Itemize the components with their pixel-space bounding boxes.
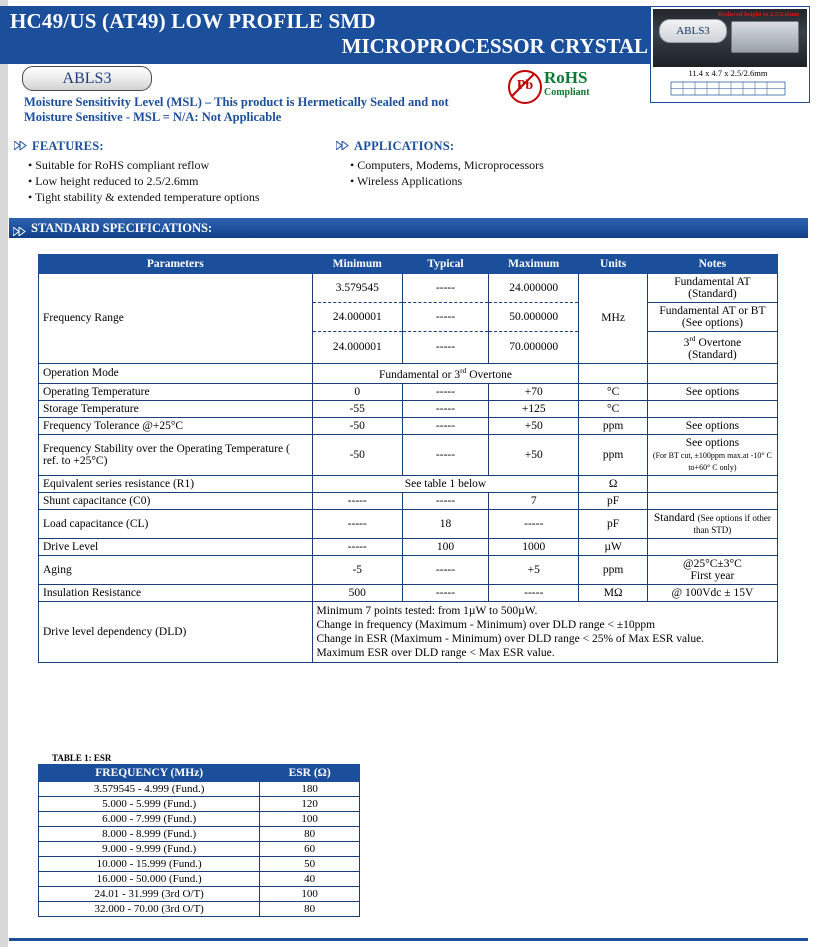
table-row [39, 782, 360, 797]
col-parameters: Parameters [39, 255, 313, 274]
cell-units: °C [579, 400, 647, 417]
specifications-banner [9, 218, 808, 238]
cell-frequency: 24.01 - 31.999 (3rd O/T) [39, 887, 260, 902]
cell-parameter: Frequency Range [39, 274, 313, 364]
cell-notes [647, 363, 777, 383]
cell-notes [647, 492, 777, 509]
cell-notes: Standard (See options if other than STD) [647, 509, 777, 538]
cell-frequency: 9.000 - 9.999 (Fund.) [39, 842, 260, 857]
cell-span: See table 1 below [312, 475, 579, 492]
cell-esr: 120 [260, 797, 360, 812]
col-minimum: Minimum [312, 255, 402, 274]
cell-units: °C [579, 383, 647, 400]
footprint-diagram-icon [669, 79, 787, 99]
cell-parameter: Operating Temperature [39, 383, 313, 400]
cell-notes: See options (For BT cut, ±100ppm max.at -10° C to+60° C only) [647, 434, 777, 475]
cell-esr: 100 [260, 887, 360, 902]
cell-esr: 180 [260, 782, 360, 797]
cell-parameter: Frequency Stability over the Operating Temperature ( ref. to +25°C) [39, 434, 313, 475]
cell-min: 0 [312, 383, 402, 400]
table-row [39, 601, 778, 662]
cell-parameter: Insulation Resistance [39, 584, 313, 601]
cell-max: 24.000000 [489, 274, 579, 303]
table-row [39, 274, 778, 303]
table-row [39, 887, 360, 902]
dld-line: Change in ESR (Maximum - Minimum) over DLD range < 25% of Max ESR value. [316, 632, 705, 645]
dld-line: Maximum ESR over DLD range < Max ESR value. [316, 646, 555, 659]
reduced-height-note: Reduced height to 2.5/2.6mm [718, 11, 799, 18]
applications-heading: APPLICATIONS: [354, 139, 455, 153]
col-typical: Typical [402, 255, 488, 274]
cell-notes: Fundamental AT or BT (See options) [647, 303, 777, 332]
cell-frequency: 6.000 - 7.999 (Fund.) [39, 812, 260, 827]
table-row [39, 434, 778, 475]
list-item: • Suitable for RoHS compliant reflow [28, 158, 210, 172]
col-frequency: FREQUENCY (MHz) [39, 765, 260, 782]
cell-min: -5 [312, 555, 402, 584]
cell-min: ----- [312, 509, 402, 538]
cell-max: +50 [489, 434, 579, 475]
features-heading-wrap [14, 139, 104, 154]
col-notes: Notes [647, 255, 777, 274]
rohs-badge [508, 68, 638, 102]
lead-free-icon: Pb [508, 70, 542, 104]
dld-line: Change in frequency (Maximum - Minimum) over DLD range < ±10ppm [316, 618, 656, 631]
cell-notes: @25°C±3°C First year [647, 555, 777, 584]
cell-min: -50 [312, 434, 402, 475]
table-header-row [39, 255, 778, 274]
cell-frequency: 5.000 - 5.999 (Fund.) [39, 797, 260, 812]
bottom-rule [9, 938, 808, 941]
cell-parameter: Frequency Tolerance @+25°C [39, 417, 313, 434]
col-units: Units [579, 255, 647, 274]
cell-parameter: Equivalent series resistance (R1) [39, 475, 313, 492]
cell-units: ppm [579, 434, 647, 475]
cell-units: ppm [579, 555, 647, 584]
cell-typ: ----- [402, 383, 488, 400]
cell-units: µW [579, 538, 647, 555]
applications-heading-wrap [336, 139, 454, 154]
cell-max: +5 [489, 555, 579, 584]
cell-notes [647, 538, 777, 555]
col-esr: ESR (Ω) [260, 765, 360, 782]
chip-label: ABLS3 [659, 19, 727, 43]
cell-typ: ----- [402, 400, 488, 417]
cell-max: +70 [489, 383, 579, 400]
chevron-right-icon [13, 223, 27, 241]
cell-max: +125 [489, 400, 579, 417]
cell-parameter: Load capacitance (CL) [39, 509, 313, 538]
col-maximum: Maximum [489, 255, 579, 274]
cell-typ: ----- [402, 434, 488, 475]
list-item: • Low height reduced to 2.5/2.6mm [28, 174, 199, 188]
rohs-compliant-label: Compliant [544, 87, 590, 98]
table-row [39, 827, 360, 842]
product-image-panel [650, 6, 810, 103]
table-row [39, 363, 778, 383]
cell-notes: See options [647, 417, 777, 434]
esr-table [38, 764, 360, 917]
table-row [39, 400, 778, 417]
cell-esr: 80 [260, 827, 360, 842]
cell-notes: See options [647, 383, 777, 400]
cell-max: 50.000000 [489, 303, 579, 332]
cell-min: 3.579545 [312, 274, 402, 303]
cell-typ: ----- [402, 332, 488, 364]
table-row [39, 797, 360, 812]
cell-frequency: 3.579545 - 4.999 (Fund.) [39, 782, 260, 797]
table-row [39, 383, 778, 400]
cell-dld-block [312, 601, 777, 662]
cell-parameter: Aging [39, 555, 313, 584]
table-row [39, 812, 360, 827]
cell-units: pF [579, 492, 647, 509]
chevron-right-icon [14, 141, 28, 150]
specifications-table [38, 254, 778, 663]
table-row [39, 872, 360, 887]
cell-esr: 100 [260, 812, 360, 827]
cell-typ: 100 [402, 538, 488, 555]
cell-notes: Fundamental AT (Standard) [647, 274, 777, 303]
list-item: • Computers, Modems, Microprocessors [350, 158, 544, 172]
cell-min: 24.000001 [312, 332, 402, 364]
msl-note: Moisture Sensitivity Level (MSL) – This product is Hermetically Sealed and not Moisture Sensitive - MSL = N/A: Not Applicable [24, 95, 449, 124]
package-illustration [731, 21, 799, 53]
cell-units: MHz [579, 274, 647, 364]
cell-max: 1000 [489, 538, 579, 555]
title-line-1: HC49/US (AT49) LOW PROFILE SMD [10, 9, 376, 33]
rohs-label: RoHS [544, 68, 588, 87]
table-row [39, 842, 360, 857]
cell-typ: ----- [402, 584, 488, 601]
cell-min: -50 [312, 417, 402, 434]
cell-max: ----- [489, 509, 579, 538]
cell-notes [647, 400, 777, 417]
features-heading: FEATURES: [32, 139, 104, 153]
cell-min: ----- [312, 492, 402, 509]
table-row [39, 475, 778, 492]
cell-units: Ω [579, 475, 647, 492]
cell-frequency: 16.000 - 50.000 (Fund.) [39, 872, 260, 887]
cell-parameter: Storage Temperature [39, 400, 313, 417]
table-row [39, 538, 778, 555]
list-item: • Tight stability & extended temperature options [28, 190, 260, 204]
table-row [39, 857, 360, 872]
cell-frequency: 8.000 - 8.999 (Fund.) [39, 827, 260, 842]
cell-min: 500 [312, 584, 402, 601]
part-number-pill: ABLS3 [22, 66, 152, 91]
cell-frequency: 32.000 - 70.00 (3rd O/T) [39, 902, 260, 917]
chevron-right-icon [336, 141, 350, 150]
cell-typ: ----- [402, 274, 488, 303]
specifications-heading: STANDARD SPECIFICATIONS: [31, 221, 213, 235]
cell-units: pF [579, 509, 647, 538]
cell-units: MΩ [579, 584, 647, 601]
table-row [39, 584, 778, 601]
cell-notes: @ 100Vdc ± 15V [647, 584, 777, 601]
table-header-row [39, 765, 360, 782]
cell-notes [647, 475, 777, 492]
cell-parameter: Shunt capacitance (C0) [39, 492, 313, 509]
table-row [39, 555, 778, 584]
cell-max: ----- [489, 584, 579, 601]
cell-esr: 40 [260, 872, 360, 887]
applications-list [350, 157, 544, 189]
title-line-2: MICROPROCESSOR CRYSTAL [341, 34, 648, 58]
esr-table-caption: TABLE 1: ESR [52, 753, 112, 763]
table-row [39, 902, 360, 917]
cell-min: 24.000001 [312, 303, 402, 332]
table-row [39, 417, 778, 434]
cell-typ: ----- [402, 555, 488, 584]
cell-esr: 50 [260, 857, 360, 872]
cell-frequency: 10.000 - 15.999 (Fund.) [39, 857, 260, 872]
cell-typ: ----- [402, 417, 488, 434]
cell-max: 70.000000 [489, 332, 579, 364]
cell-parameter: Drive Level [39, 538, 313, 555]
cell-min: -55 [312, 400, 402, 417]
cell-max: 7 [489, 492, 579, 509]
dld-line: Minimum 7 points tested: from 1µW to 500µW. [316, 604, 538, 617]
title-banner [0, 6, 660, 64]
no-lead-slash-icon [508, 70, 538, 100]
cell-typ: ----- [402, 492, 488, 509]
cell-units [579, 363, 647, 383]
product-photo [653, 9, 807, 67]
cell-typ: ----- [402, 303, 488, 332]
cell-span: Fundamental or 3rd Overtone [312, 363, 579, 383]
table-row [39, 509, 778, 538]
cell-units: ppm [579, 417, 647, 434]
left-edge-strip [0, 0, 8, 947]
cell-esr: 80 [260, 902, 360, 917]
cell-parameter: Operation Mode [39, 363, 313, 383]
cell-typ: 18 [402, 509, 488, 538]
features-list [28, 157, 260, 205]
cell-min: ----- [312, 538, 402, 555]
package-dimensions: 11.4 x 4.7 x 2.5/2.6mm [688, 68, 768, 78]
cell-esr: 60 [260, 842, 360, 857]
cell-notes: 3rd Overtone (Standard) [647, 332, 777, 364]
cell-max: +50 [489, 417, 579, 434]
cell-parameter: Drive level dependency (DLD) [39, 601, 313, 662]
table-row [39, 492, 778, 509]
list-item: • Wireless Applications [350, 174, 463, 188]
